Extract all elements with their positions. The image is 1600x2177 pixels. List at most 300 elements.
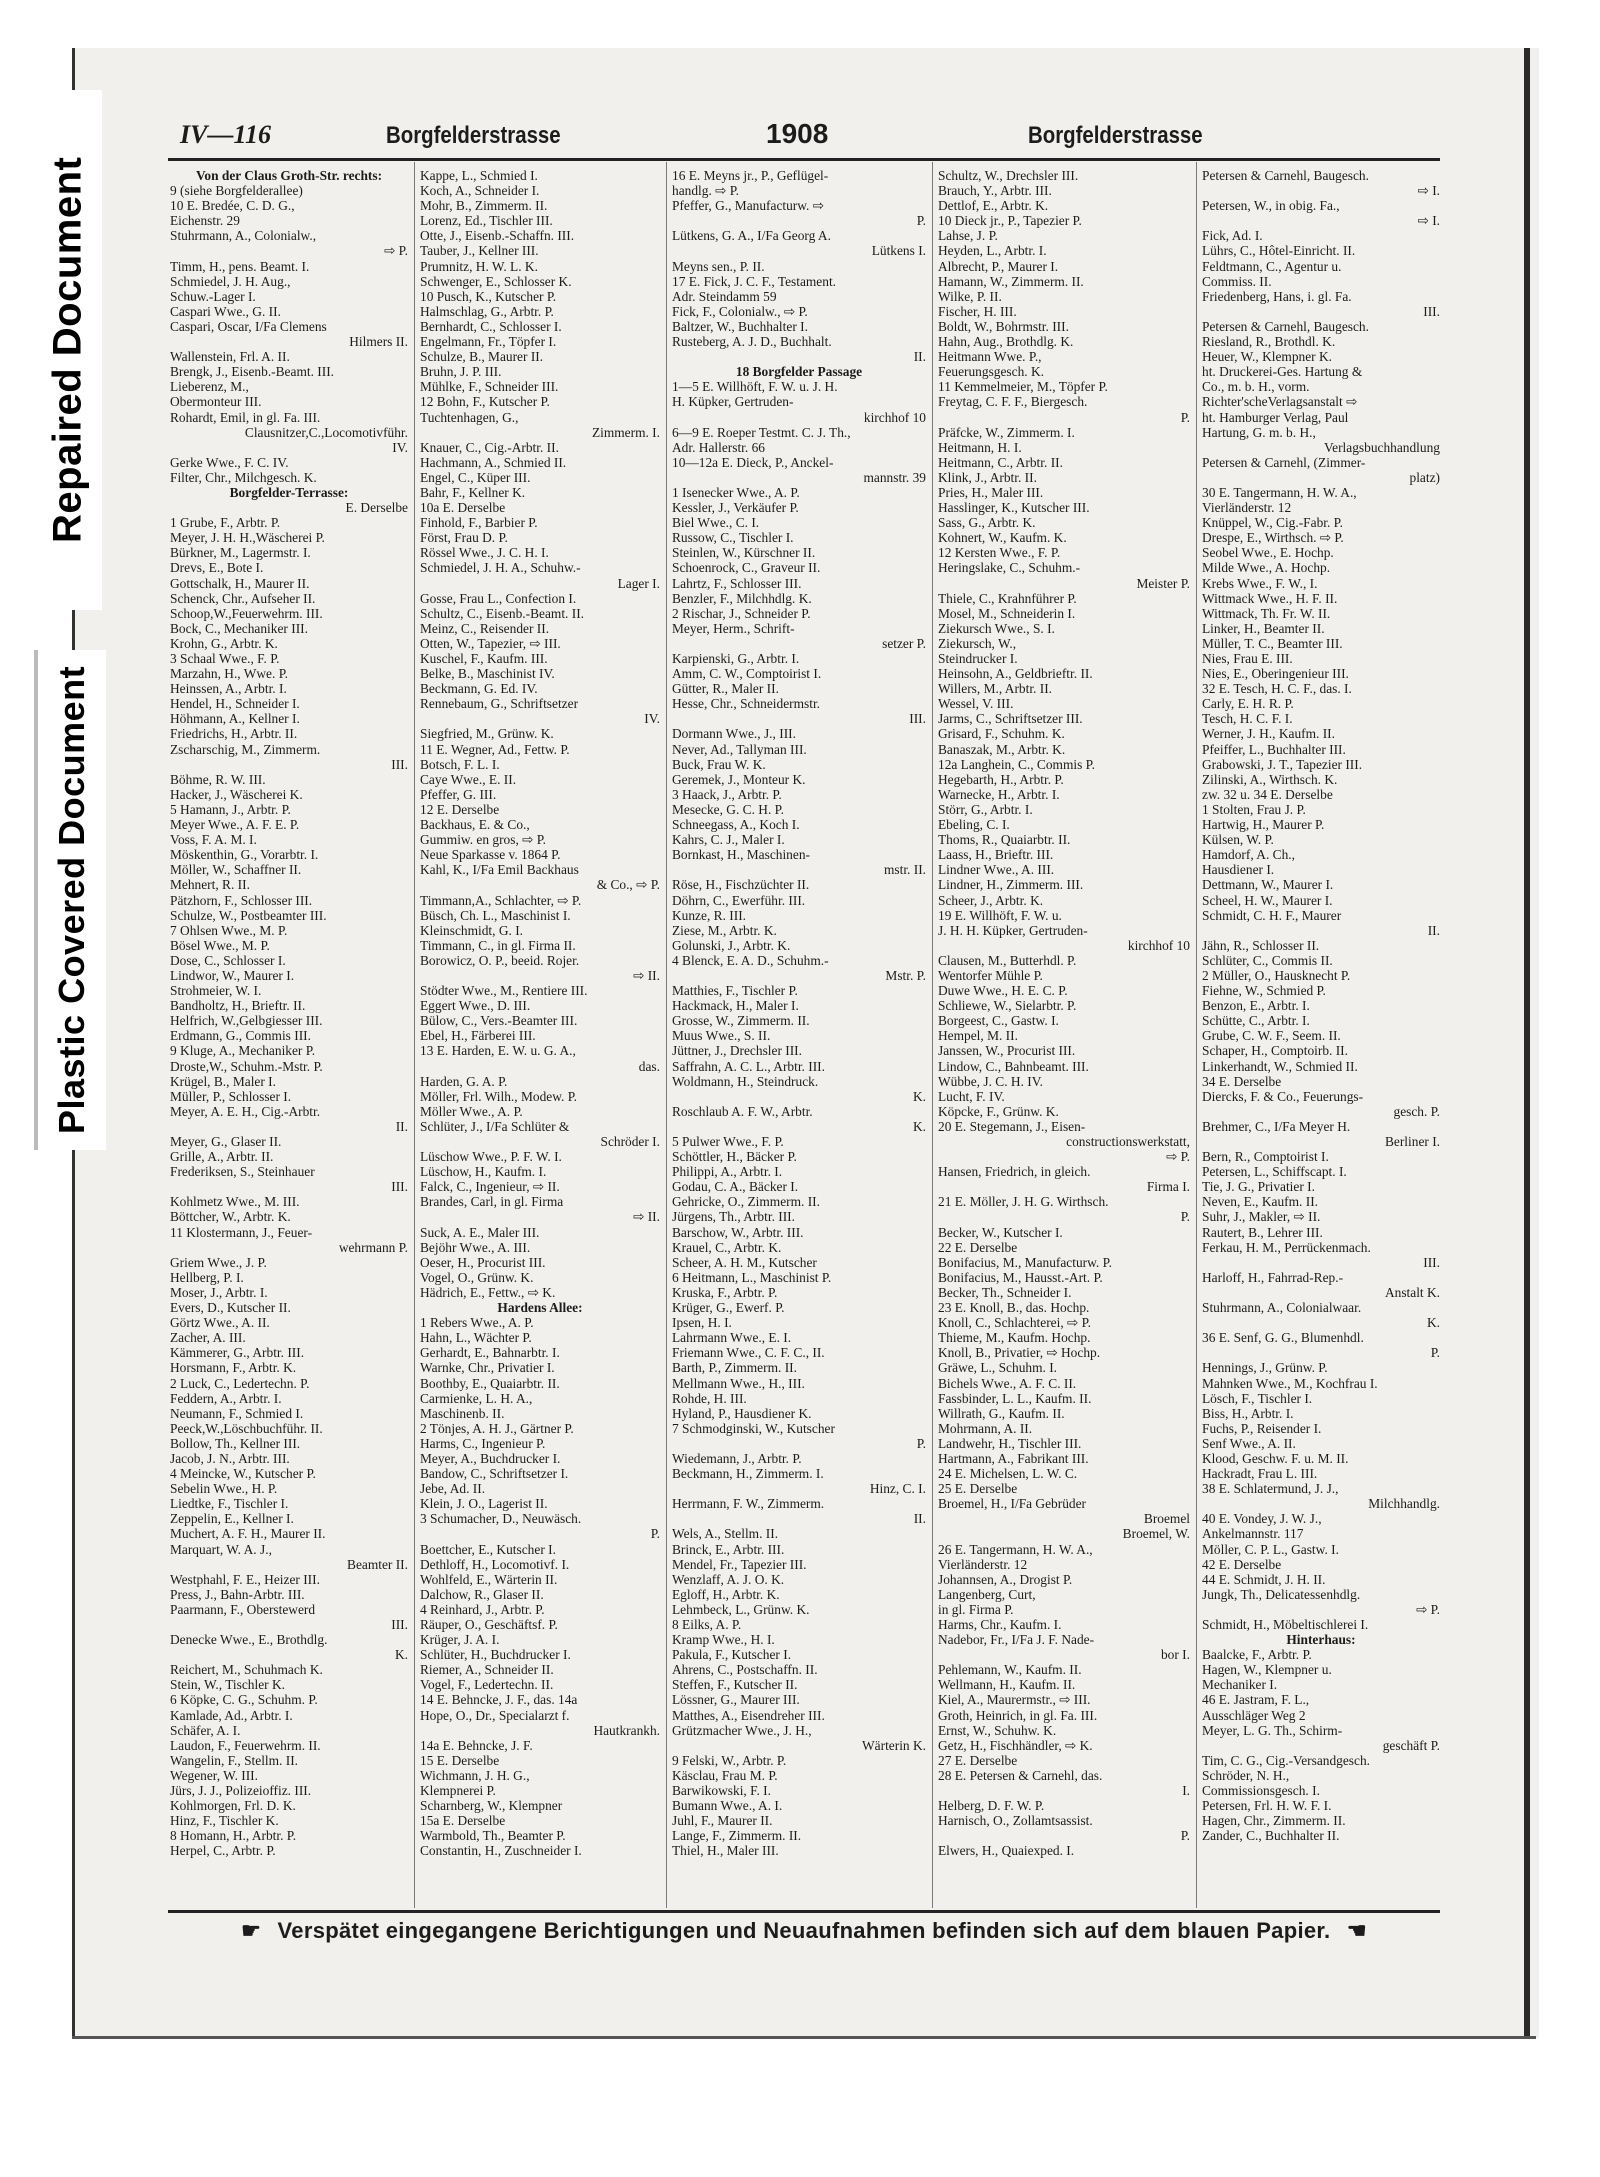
directory-entry: Hausdiener I. xyxy=(1202,862,1275,878)
directory-entry: Erdmann, G., Commis III. xyxy=(170,1028,311,1044)
directory-entry: Liedtke, F., Tischler I. xyxy=(170,1496,289,1512)
directory-entry: Gütter, R., Maler II. xyxy=(672,681,779,697)
directory-entry: kirchhof 10 xyxy=(863,409,926,425)
directory-entry: Russow, C., Tischler I. xyxy=(672,530,794,546)
directory-entry: Meister P. xyxy=(1136,575,1190,591)
directory-entry: Harden, G. A. P. xyxy=(420,1073,508,1089)
directory-entry: mannstr. 39 xyxy=(863,469,926,485)
directory-entry: Wessel, V. III. xyxy=(938,696,1014,712)
directory-entry: Hesse, Chr., Schneidermstr. xyxy=(672,696,821,712)
directory-entry: Möller Wwe., A. P. xyxy=(420,1103,523,1119)
directory-entry: Peeck,W.,Löschbuchführ. II. xyxy=(170,1420,323,1436)
directory-entry: Schliewe, W., Sielarbtr. P. xyxy=(938,998,1077,1014)
directory-entry: Hartmann, A., Fabrikant III. xyxy=(938,1450,1089,1466)
directory-entry: Geremek, J., Monteur K. xyxy=(672,771,806,787)
directory-entry: Beckmann, H., Zimmerm. I. xyxy=(672,1466,824,1482)
directory-entry: Tim, C. G., Cig.-Versandgesch. xyxy=(1202,1752,1371,1768)
directory-entry: Prumnitz, H. W. L. K. xyxy=(420,258,538,274)
directory-entry: Kappe, L., Schmied I. xyxy=(420,168,538,183)
directory-entry: Heitmann Wwe. P., xyxy=(938,349,1042,365)
directory-entry: Wels, A., Stellm. II. xyxy=(672,1526,779,1542)
directory-entry: Gummiw. en gros, ⇨ P. xyxy=(420,832,547,848)
directory-entry: Wübbe, J. C. H. IV. xyxy=(938,1073,1044,1089)
directory-entry: Senf Wwe., A. II. xyxy=(1202,1435,1296,1451)
directory-entry: ⇨ I. xyxy=(1417,213,1440,229)
directory-entry: III. xyxy=(391,1617,408,1632)
directory-entry: H. Küpker, Gertruden- xyxy=(672,394,794,410)
directory-entry: Barschow, W., Arbtr. III. xyxy=(672,1224,804,1240)
directory-entry: Duwe Wwe., H. E. C. P. xyxy=(938,983,1068,999)
directory-entry: Stödter Wwe., M., Rentiere III. xyxy=(420,983,588,999)
directory-entry: II. xyxy=(395,1118,408,1134)
directory-entry: Wellmann, H., Kaufm. II. xyxy=(938,1677,1076,1693)
directory-entry: Wittmack Wwe., H. F. II. xyxy=(1202,590,1338,606)
directory-entry: II. xyxy=(913,1511,926,1527)
directory-entry: Zander, C., Buchhalter II. xyxy=(1202,1828,1340,1844)
directory-entry: Voss, F. A. M. I. xyxy=(170,832,257,848)
directory-entry: Vierländerstr. 12 xyxy=(1202,500,1292,516)
directory-entry: Mechaniker I. xyxy=(1202,1677,1278,1693)
directory-entry: Hagen, W., Klempner u. xyxy=(1202,1662,1332,1678)
directory-entry: Laass, H., Brieftr. III. xyxy=(938,847,1054,863)
directory-entry: II. xyxy=(1427,922,1440,938)
directory-entry: Firma I. xyxy=(1146,1179,1190,1195)
directory-entry: Schaper, H., Comptoirb. II. xyxy=(1202,1043,1348,1059)
directory-entry: Oeser, H., Procurist III. xyxy=(420,1254,546,1270)
directory-entry: Petersen & Carnehl, Baugesch. xyxy=(1202,318,1369,334)
directory-entry: Fassbinder, L. L., Kaufm. II. xyxy=(938,1390,1092,1406)
directory-entry: Willers, M., Arbtr. II. xyxy=(938,681,1053,697)
directory-entry: Griem Wwe., J. P. xyxy=(170,1254,267,1270)
directory-entry: Gräwe, L., Schuhm. I. xyxy=(938,1360,1057,1376)
directory-entry: Kunze, R. III. xyxy=(672,907,746,923)
directory-entry: Grille, A., Arbtr. II. xyxy=(170,1149,274,1165)
directory-entry: Präfcke, W., Zimmerm. I. xyxy=(938,424,1075,440)
directory-entry: Thiele, C., Krahnführer P. xyxy=(938,590,1077,606)
directory-entry: Grosse, W., Zimmerm. II. xyxy=(672,1013,810,1029)
directory-entry: Gosse, Frau L., Confection I. xyxy=(420,590,577,606)
directory-entry: Boettcher, E., Kutscher I. xyxy=(420,1541,556,1557)
directory-entry: Broemel xyxy=(1143,1511,1190,1527)
directory-entry: Matthes, A., Eisendreher III. xyxy=(672,1707,825,1723)
directory-entry: P. xyxy=(1180,1828,1190,1844)
footer-note xyxy=(168,1918,1440,1954)
directory-entry: Harnisch, O., Zollamtsassist. xyxy=(938,1813,1093,1829)
directory-entry: Kohnert, W., Kaufm. K. xyxy=(938,530,1067,546)
directory-entry: Hamann, W., Zimmerm. II. xyxy=(938,273,1084,289)
directory-entry: Dalchow, R., Glaser II. xyxy=(420,1586,544,1602)
directory-entry: Tesch, H. C. F. I. xyxy=(1202,711,1293,727)
directory-entry: Ferkau, H. M., Perrückenmach. xyxy=(1202,1239,1371,1255)
directory-entry: Reichert, M., Schuhmach K. xyxy=(170,1662,323,1678)
directory-entry: 21 E. Möller, J. H. G. Wirthsch. xyxy=(938,1194,1109,1210)
section-heading: Hinterhaus: xyxy=(1286,1632,1356,1648)
column-divider xyxy=(932,162,933,1908)
directory-entry: 10—12a E. Dieck, P., Anckel- xyxy=(672,454,834,470)
directory-entry: Hempel, M. II. xyxy=(938,1028,1018,1044)
directory-entry: Anstalt K. xyxy=(1384,1284,1440,1300)
directory-entry: Milde Wwe., A. Hochp. xyxy=(1202,560,1331,576)
directory-entry: Zacher, A. III. xyxy=(170,1330,246,1346)
directory-entry: Thieme, M., Kaufm. Hochp. xyxy=(938,1330,1091,1346)
directory-entry: Böttcher, W., Arbtr. K. xyxy=(170,1209,291,1225)
directory-entry: Bumann Wwe., A. I. xyxy=(672,1798,783,1814)
directory-entry: Räuper, O., Geschäftsf. P. xyxy=(420,1617,558,1632)
directory-entry: 36 E. Senf, G. G., Blumenhdl. xyxy=(1202,1330,1364,1346)
directory-entry: Lahse, J. P. xyxy=(938,228,998,244)
directory-entry: Rössel Wwe., J. C. H. I. xyxy=(420,545,549,561)
section-heading: 18 Borgfelder Passage xyxy=(735,364,863,380)
directory-entry: Obermonteur III. xyxy=(170,394,262,410)
pointing-hand-left-icon: ☚ xyxy=(1346,1918,1367,1943)
directory-entry: Helfrich, W.,Gelbgiesser III. xyxy=(170,1013,323,1029)
directory-entry: Jähn, R., Schlosser II. xyxy=(1202,937,1320,953)
directory-entry: Schultz, W., Drechsler III. xyxy=(938,168,1079,183)
directory-entry: 38 E. Schlatermund, J. J., xyxy=(1202,1481,1339,1497)
directory-entry: Hegebarth, H., Arbtr. P. xyxy=(938,771,1064,787)
directory-entry: Meinz, C., Reisender II. xyxy=(420,620,550,636)
directory-entry: Amm, C. W., Comptoirist I. xyxy=(672,666,822,682)
directory-entry: Commiss. II. xyxy=(1202,273,1272,289)
directory-entry: Pakula, F., Kutscher I. xyxy=(672,1647,792,1663)
directory-entry: Fuchs, P., Reisender I. xyxy=(1202,1420,1322,1436)
directory-entry: Dethloff, H., Locomotivf. I. xyxy=(420,1556,570,1572)
directory-entry: Kiel, A., Maurermstr., ⇨ III. xyxy=(938,1692,1091,1708)
street-title-left: Borgfelderstrasse xyxy=(386,122,561,149)
directory-entry: Friedrichs, H., Arbtr. II. xyxy=(170,726,298,742)
directory-entry: Bürkner, M., Lagermstr. I. xyxy=(170,545,311,561)
directory-entry: Müller, T. C., Beamter III. xyxy=(1202,635,1343,651)
directory-entry: Linker, H., Beamter II. xyxy=(1202,620,1325,636)
directory-entry: 15a E. Derselbe xyxy=(420,1813,506,1829)
directory-entry: Falck, C., Ingenieur, ⇨ II. xyxy=(420,1179,560,1195)
directory-entry: Roschlaub A. F. W., Arbtr. xyxy=(672,1103,813,1119)
directory-entry: Ebel, H., Färberei III. xyxy=(420,1028,536,1044)
directory-entry: Jürs, J. J., Polizeioffiz. III. xyxy=(170,1783,312,1799)
directory-entry: Käsclau, Frau M. P. xyxy=(672,1767,778,1783)
directory-entry: Landwehr, H., Tischler III. xyxy=(938,1435,1082,1451)
directory-entry: Kohlmorgen, Frl. D. K. xyxy=(170,1798,296,1814)
directory-entry: Lührs, C., Hôtel-Einricht. II. xyxy=(1202,243,1356,259)
directory-entry: Brauch, Y., Arbtr. III. xyxy=(938,183,1052,199)
directory-entry: Banaszak, M., Arbtr. K. xyxy=(938,741,1066,757)
directory-entry: Riesland, R., Brothdl. K. xyxy=(1202,334,1336,350)
directory-entry: Rohde, H. III. xyxy=(672,1390,747,1406)
directory-entry: Hellberg, P. I. xyxy=(170,1269,244,1285)
directory-entry: Maschinenb. II. xyxy=(420,1405,505,1421)
directory-entry: 9 Kluge, A., Mechaniker P. xyxy=(170,1043,316,1059)
directory-entry: Groth, Heinrich, in gl. Fa. III. xyxy=(938,1707,1098,1723)
directory-entry: ht. Druckerei-Ges. Hartung & xyxy=(1202,364,1363,380)
directory-entry: Schulze, B., Maurer II. xyxy=(420,349,544,365)
directory-entry: das. xyxy=(638,1058,660,1074)
directory-entry: Bonifacius, M., Hausst.-Art. P. xyxy=(938,1269,1103,1285)
directory-entry: Woldmann, H., Steindruck. xyxy=(672,1073,819,1089)
directory-entry: Diercks, F. & Co., Feuerungs- xyxy=(1202,1088,1364,1104)
directory-entry: Kahl, K., I/Fa Emil Backhaus xyxy=(420,862,579,878)
directory-entry: Moser, J., Arbtr. I. xyxy=(170,1284,268,1300)
directory-entry: Biel Wwe., C. I. xyxy=(672,515,760,531)
directory-entry: kirchhof 10 xyxy=(1127,937,1190,953)
directory-entry: Meyer Wwe., A. F. E. P. xyxy=(170,817,300,833)
directory-entry: Borowicz, O. P., beeid. Rojer. xyxy=(420,952,580,968)
directory-entry: Fick, Ad. I. xyxy=(1202,228,1263,244)
directory-entry: Fiehne, W., Schmied P. xyxy=(1202,983,1326,999)
directory-entry: 30 E. Tangermann, H. W. A., xyxy=(1202,484,1357,500)
directory-entry: Beamter II. xyxy=(347,1556,408,1572)
directory-entry: wehrmann P. xyxy=(338,1239,408,1255)
directory-entry: Krebs Wwe., F. W., I. xyxy=(1202,575,1318,591)
directory-entry: 1 Grube, F., Arbtr. P. xyxy=(170,515,281,531)
directory-entry: Bejöhr Wwe., A. III. xyxy=(420,1239,531,1255)
directory-entry: Petersen, W., in obig. Fa., xyxy=(1202,198,1340,214)
directory-entry: Klein, J. O., Lagerist II. xyxy=(420,1496,548,1512)
directory-entry: Siegfried, M., Grünw. K. xyxy=(420,726,554,742)
directory-entry: Knoll, C., Schlachterei, ⇨ P. xyxy=(938,1315,1091,1331)
directory-entry: 19 E. Willhöft, F. W. u. xyxy=(938,907,1062,923)
directory-entry: Adr. Steindamm 59 xyxy=(672,288,777,304)
header-rule xyxy=(168,158,1440,161)
directory-entry: Barwikowski, F. I. xyxy=(672,1783,771,1799)
directory-entry: Boldt, W., Bohrmstr. III. xyxy=(938,318,1069,334)
directory-entry: Böhme, R. W. III. xyxy=(170,771,266,787)
directory-entry: Petersen, Frl. H. W. F. I. xyxy=(1202,1798,1332,1814)
directory-entry: Bahr, F., Kellner K. xyxy=(420,484,526,500)
directory-entry: 10 E. Bredée, C. D. G., xyxy=(170,198,295,214)
directory-entry: Schultz, C., Eisenb.-Beamt. II. xyxy=(420,605,585,621)
directory-entry: Vierländerstr. 12 xyxy=(938,1556,1028,1572)
directory-entry: handlg. ⇨ P. xyxy=(672,183,740,199)
directory-entry: Hachmann, A., Schmied II. xyxy=(420,454,567,470)
directory-entry: 1 Stolten, Frau J. P. xyxy=(1202,801,1306,817)
directory-entry: Mohr, B., Zimmerm. II. xyxy=(420,198,548,214)
directory-entry: Nies, E., Oberingenieur III. xyxy=(1202,666,1349,682)
directory-entry: Külsen, W. P. xyxy=(1202,832,1274,848)
directory-entry: Ankelmannstr. 117 xyxy=(1202,1526,1304,1542)
directory-entry: Knüppel, W., Cig.-Fabr. P. xyxy=(1202,515,1343,531)
directory-entry: Backhaus, E. & Co., xyxy=(420,817,530,833)
directory-entry: Lange, F., Zimmerm. II. xyxy=(672,1828,802,1844)
directory-entry: 2 Müller, O., Hausknecht P. xyxy=(1202,967,1351,983)
directory-entry: Heinssen, A., Arbtr. I. xyxy=(170,681,287,697)
directory-entry: Muus Wwe., S. II. xyxy=(672,1028,771,1044)
directory-entry: Krüger, J. A. I. xyxy=(420,1632,500,1648)
directory-entry: Feuerungsgesch. K. xyxy=(938,364,1044,380)
directory-entry: Bonifacius, M., Manufacturw. P. xyxy=(938,1254,1112,1270)
directory-entry: Lahrmann Wwe., E. I. xyxy=(672,1330,792,1346)
directory-entry: Mellmann Wwe., H., III. xyxy=(672,1375,805,1391)
directory-entry: Gerhardt, E., Bahnarbtr. I. xyxy=(420,1345,560,1361)
directory-entry: Ziekursch, W., xyxy=(938,635,1017,651)
directory-entry: 12a Langhein, C., Commis P. xyxy=(938,756,1095,772)
directory-entry: Schlüter, J., I/Fa Schlüter & xyxy=(420,1118,570,1134)
directory-entry: Bollow, Th., Kellner III. xyxy=(170,1435,301,1451)
directory-entry: Muchert, A. F. H., Maurer II. xyxy=(170,1526,326,1542)
directory-entry: Broemel, W. xyxy=(1122,1526,1190,1542)
directory-entry: 3 Schumacher, D., Neuwäsch. xyxy=(420,1511,582,1527)
directory-entry: Schoop,W.,Feuerwehrm. III. xyxy=(170,605,323,621)
directory-entry: Schöttler, H., Bäcker P. xyxy=(672,1149,797,1165)
directory-entry: Evers, D., Kutscher II. xyxy=(170,1300,291,1316)
directory-entry: Heuer, W., Klempner K. xyxy=(1202,349,1332,365)
directory-entry: Knoll, B., Privatier, ⇨ Hochp. xyxy=(938,1345,1101,1361)
directory-entry: Caspari Wwe., G. II. xyxy=(170,303,281,319)
directory-entry: III. xyxy=(391,1179,408,1195)
directory-entry: Hansen, Friedrich, in gleich. xyxy=(938,1164,1091,1180)
directory-entry: Harms, Chr., Kaufm. I. xyxy=(938,1617,1062,1632)
directory-entry: J. H. H. Küpker, Gertruden- xyxy=(938,922,1088,938)
directory-entry: IV. xyxy=(392,439,408,455)
directory-entry: Bülow, C., Vers.-Beamter III. xyxy=(420,1013,578,1029)
directory-entry: 23 E. Knoll, B., das. Hochp. xyxy=(938,1300,1090,1316)
directory-entry: Hinz, C. I. xyxy=(869,1481,926,1497)
directory-entry: Harms, C., Ingenieur P. xyxy=(420,1435,546,1451)
directory-entry: Denecke Wwe., E., Brothdlg. xyxy=(170,1632,328,1648)
directory-entry: Scheer, J., Arbtr. K. xyxy=(938,892,1044,908)
directory-entry: Bandholtz, H., Brieftr. II. xyxy=(170,998,306,1014)
directory-entry: Zimmerm. I. xyxy=(591,424,660,440)
directory-entry: II. xyxy=(913,349,926,365)
footer-note-text: Verspätet eingegangene Berichtigungen und Neuaufnahmen befinden sich auf dem blauen Papier. xyxy=(277,1918,1331,1943)
directory-entry: setzer P. xyxy=(882,635,926,651)
directory-entry: ⇨ P. xyxy=(384,243,408,259)
directory-entry: Matthies, F., Tischler P. xyxy=(672,983,798,999)
directory-entry: Meyns sen., P. II. xyxy=(672,258,765,274)
directory-entry: Carly, E. H. R. P. xyxy=(1202,696,1294,712)
directory-entry: III. xyxy=(1423,303,1440,319)
directory-entry: Schlüter, C., Commis II. xyxy=(1202,952,1333,968)
directory-entry: Westphahl, F. E., Heizer III. xyxy=(170,1571,320,1587)
directory-entry: Baltzer, W., Buchhalter I. xyxy=(672,318,808,334)
directory-entry: Hackmack, H., Maler I. xyxy=(672,998,799,1014)
directory-entry: Caye Wwe., E. II. xyxy=(420,771,517,787)
directory-entry: Tie, J. G., Privatier I. xyxy=(1202,1179,1315,1195)
directory-entry: Adr. Hallerstr. 66 xyxy=(672,439,765,455)
column-divider xyxy=(414,162,415,1908)
page-edge-bottom xyxy=(72,2036,1536,2039)
directory-entry: Kessler, J., Verkäufer P. xyxy=(672,500,799,516)
directory-entry: 11 Kemmelmeier, M., Töpfer P. xyxy=(938,379,1108,395)
directory-entry: Hyland, P., Hausdiener K. xyxy=(672,1405,812,1421)
directory-entry: Finhold, F., Barbier P. xyxy=(420,515,538,531)
directory-entry: IV. xyxy=(644,711,660,727)
directory-entry: Getz, H., Fischhändler, ⇨ K. xyxy=(938,1737,1093,1753)
directory-entry: platz) xyxy=(1409,469,1440,485)
directory-entry: Warnke, Chr., Privatier I. xyxy=(420,1360,555,1376)
directory-entry: Lütkens, G. A., I/Fa Georg A. xyxy=(672,228,831,244)
directory-entry: Lahrtz, F., Schlosser III. xyxy=(672,575,802,591)
directory-entry: Meyer, A. E. H., Cig.-Arbtr. xyxy=(170,1103,321,1119)
directory-entry: Lösch, F., Tischler I. xyxy=(1202,1390,1313,1406)
directory-entry: ⇨ P. xyxy=(1166,1149,1190,1165)
directory-entry: Petersen, L., Schiffscapt. I. xyxy=(1202,1164,1347,1180)
directory-entry: 4 Reinhard, J., Arbtr. P. xyxy=(420,1601,545,1617)
directory-entry: Herpel, C., Arbtr. P. xyxy=(170,1843,276,1859)
directory-entry: Steindrucker I. xyxy=(938,651,1018,666)
directory-entry: 12 Kersten Wwe., F. P. xyxy=(938,545,1061,561)
directory-entry: ht. Hamburger Verlag, Paul xyxy=(1202,409,1349,425)
directory-entry: Drespe, E., Wirthsch. ⇨ P. xyxy=(1202,530,1344,546)
directory-entry: Lindow, C., Bahnbeamt. III. xyxy=(938,1058,1089,1074)
directory-entry: ⇨ I. xyxy=(1417,183,1440,199)
directory-entry: Pfeffer, G., Manufacturw. ⇨ xyxy=(672,198,824,214)
plastic-covered-document-tag: Plastic Covered Document xyxy=(34,650,106,1150)
directory-entry: Press, J., Bahn-Arbtr. III. xyxy=(170,1586,305,1602)
directory-entry: Scharnberg, W., Klempner xyxy=(420,1798,563,1814)
directory-entry: Ebeling, C. I. xyxy=(938,817,1010,833)
directory-entry: Möller, C. P. L., Gastw. I. xyxy=(1202,1541,1339,1557)
directory-entry: 46 E. Jastram, F. L., xyxy=(1202,1692,1310,1708)
directory-column-3 xyxy=(672,168,926,1908)
directory-entry: Otte, J., Eisenb.-Schaffn. III. xyxy=(420,228,575,244)
directory-entry: Lehmbeck, L., Grünw. K. xyxy=(672,1601,810,1617)
directory-entry: Bernhardt, C., Schlosser I. xyxy=(420,318,562,334)
directory-entry: Frederiksen, S., Steinhauer xyxy=(170,1164,315,1180)
directory-entry: Görtz Wwe., A. II. xyxy=(170,1315,270,1331)
directory-entry: Heitmann, H. I. xyxy=(938,439,1022,455)
directory-entry: Borgeest, C., Gastw. I. xyxy=(938,1013,1059,1029)
directory-entry: Koch, A., Schneider I. xyxy=(420,183,540,199)
directory-entry: Zilinski, A., Wirthsch. K. xyxy=(1202,771,1338,787)
directory-entry: Meyer, G., Glaser II. xyxy=(170,1134,282,1149)
directory-entry: Hennings, J., Grünw. P. xyxy=(1202,1360,1328,1376)
directory-entry: Becker, W., Kutscher I. xyxy=(938,1224,1063,1240)
directory-entry: Först, Frau D. P. xyxy=(420,530,508,546)
directory-entry: Schmiedel, J. H. A., Schuhw.- xyxy=(420,560,581,576)
directory-entry: geschäft P. xyxy=(1382,1737,1440,1753)
directory-entry: Kahrs, C. J., Maler I. xyxy=(672,832,785,848)
directory-entry: Clausen, M., Butterhdl. P. xyxy=(938,952,1077,968)
directory-entry: Buck, Frau W. K. xyxy=(672,756,766,772)
directory-entry: Ziekursch Wwe., S. I. xyxy=(938,620,1055,636)
directory-entry: Jungk, Th., Delicatessenhdlg. xyxy=(1202,1586,1361,1602)
directory-entry: Paarmann, F., Oberstewerd xyxy=(170,1601,316,1617)
directory-entry: 22 E. Derselbe xyxy=(938,1239,1018,1255)
directory-entry: Hartung, G. m. b. H., xyxy=(1202,424,1316,440)
directory-entry: Hacker, J., Wäscherei K. xyxy=(170,786,303,802)
directory-entry: Drevs, E., Bote I. xyxy=(170,560,264,576)
directory-entry: Eggert Wwe., D. III. xyxy=(420,998,531,1014)
directory-entry: Lüschow Wwe., P. F. W. I. xyxy=(420,1149,562,1165)
directory-entry: Störr, G., Arbtr. I. xyxy=(938,801,1033,817)
directory-entry: Möller, Frl. Wilh., Modew. P. xyxy=(420,1088,578,1104)
directory-entry: Riemer, A., Schneider II. xyxy=(420,1662,554,1678)
directory-entry: 12 E. Derselbe xyxy=(420,801,500,817)
section-heading: Borgfelder-Terrasse: xyxy=(229,484,349,500)
page-number: IV—116 xyxy=(180,120,272,149)
directory-entry: Grützmacher Wwe., J. H., xyxy=(672,1722,812,1738)
directory-entry: Ausschläger Weg 2 xyxy=(1202,1707,1306,1723)
directory-entry: Wohlfeld, E., Wärterin II. xyxy=(420,1571,558,1587)
directory-entry: Richter'scheVerlagsanstalt ⇨ xyxy=(1202,394,1358,410)
directory-entry: 4 Meincke, W., Kutscher P. xyxy=(170,1466,316,1482)
directory-entry: Schwenger, E., Schlosser K. xyxy=(420,273,572,289)
directory-entry: constructionswerkstatt, xyxy=(1066,1134,1190,1149)
directory-entry: ⇨ P. xyxy=(1416,1601,1440,1617)
directory-entry: Kruska, F., Arbtr. P. xyxy=(672,1284,778,1300)
directory-entry: Heyden, L., Arbtr. I. xyxy=(938,243,1047,259)
directory-entry: Sass, G., Arbtr. K. xyxy=(938,515,1036,531)
directory-entry: Botsch, F. L. I. xyxy=(420,756,500,772)
directory-entry: Rohardt, Emil, in gl. Fa. III. xyxy=(170,409,321,425)
directory-entry: Schäfer, A. I. xyxy=(170,1722,241,1738)
repaired-document-tag: Repaired Document xyxy=(34,90,102,610)
directory-entry: K. xyxy=(1426,1315,1440,1331)
directory-column-5 xyxy=(1202,168,1440,1908)
directory-entry: Dose, C., Schlosser I. xyxy=(170,952,286,968)
directory-entry: Brinck, E., Arbtr. III. xyxy=(672,1541,785,1557)
directory-entry: Feldtmann, C., Agentur u. xyxy=(1202,258,1342,274)
